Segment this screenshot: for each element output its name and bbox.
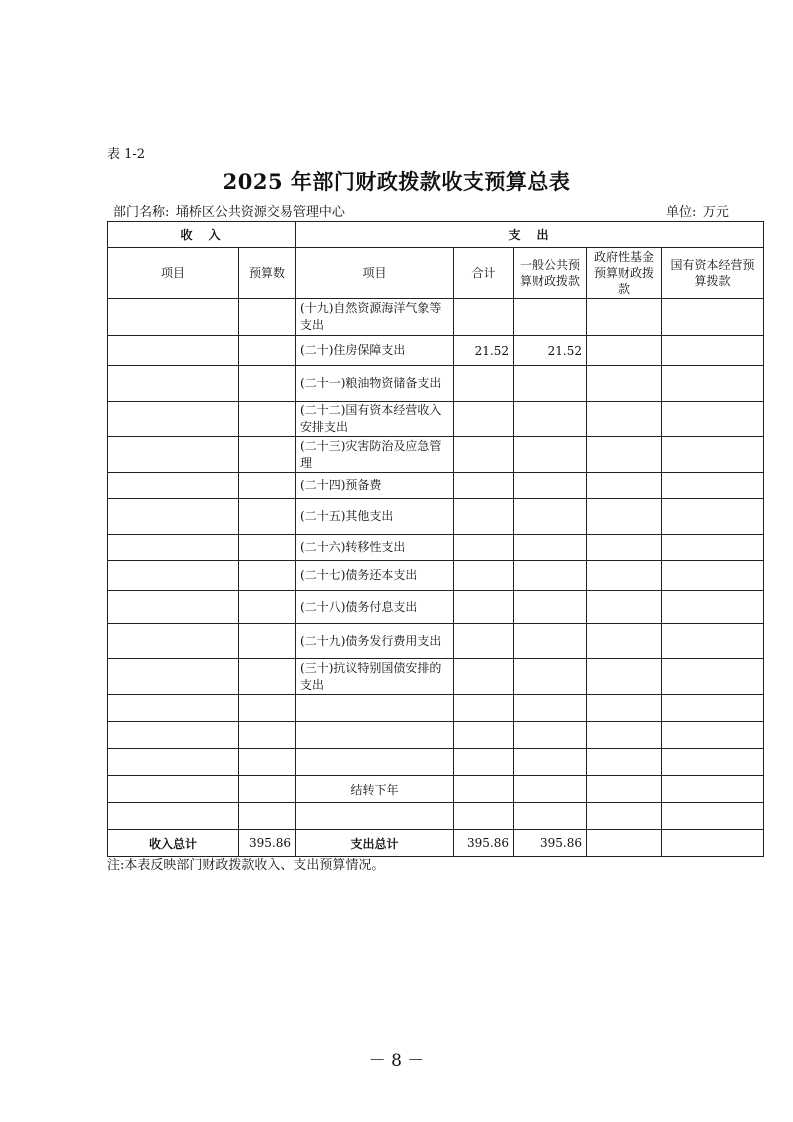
total-cell (454, 803, 514, 830)
total-header: 合计 (454, 248, 514, 299)
total-cell (454, 437, 514, 473)
table-row (108, 659, 764, 695)
expense-item-cell: (二十二)国有资本经营收入安排支出 (296, 402, 454, 437)
table-row (108, 624, 764, 659)
total-sum-value: 395.86 (454, 830, 514, 857)
table-row (108, 473, 764, 499)
total-cell (454, 499, 514, 535)
column-header-row (108, 248, 764, 299)
unit-line (666, 201, 729, 220)
state-capital-header: 国有资本经营预算拨款 (662, 248, 764, 299)
total-cell (454, 561, 514, 591)
total-cell (454, 624, 514, 659)
table-row (108, 499, 764, 535)
total-cell: 21.52 (454, 336, 514, 366)
expense-item-cell: (二十三)灾害防治及应急管理 (296, 437, 454, 473)
expense-item-cell: 结转下年 (296, 776, 454, 803)
expense-item-cell: (二十八)债务付息支出 (296, 591, 454, 624)
expense-item-header: 项目 (296, 248, 454, 299)
department-label: 部门名称: (113, 205, 170, 220)
expense-item-cell: (二十六)转移性支出 (296, 535, 454, 561)
general-public-cell (514, 749, 587, 776)
expense-item-cell: (二十九)债务发行费用支出 (296, 624, 454, 659)
page-number: － 8 － (368, 1051, 425, 1071)
table-row (108, 535, 764, 561)
table-row (108, 561, 764, 591)
table-row (108, 591, 764, 624)
expense-item-cell: (十九)自然资源海洋气象等支出 (296, 299, 454, 336)
general-public-cell (514, 299, 587, 336)
expense-item-cell: (二十七)债务还本支出 (296, 561, 454, 591)
expense-total-label: 支出总计 (296, 830, 454, 857)
table-row (108, 749, 764, 776)
general-public-cell (514, 776, 587, 803)
expense-item-cell: (二十四)预备费 (296, 473, 454, 499)
department-name: 埇桥区公共资源交易管理中心 (175, 205, 345, 220)
total-cell (454, 473, 514, 499)
budget-table (107, 221, 764, 857)
general-public-cell (514, 695, 587, 722)
general-public-cell (514, 402, 587, 437)
total-cell (454, 299, 514, 336)
total-cell (454, 535, 514, 561)
general-public-cell (514, 659, 587, 695)
totals-row (108, 830, 764, 857)
table-row (108, 803, 764, 830)
total-cell (454, 722, 514, 749)
general-public-cell (514, 624, 587, 659)
total-cell (454, 402, 514, 437)
section-header-row (108, 222, 764, 248)
general-public-sum-value: 395.86 (514, 830, 587, 857)
general-public-header: 一般公共预算财政拨款 (514, 248, 587, 299)
table-row (108, 776, 764, 803)
table-row (108, 336, 764, 366)
general-public-cell (514, 561, 587, 591)
general-public-cell (514, 535, 587, 561)
expense-item-cell: (三十)抗议特别国债安排的支出 (296, 659, 454, 695)
table-label: 表 1-2 (107, 147, 146, 162)
total-cell (454, 695, 514, 722)
document-title: 2025 年部门财政拨款收支预算总表 (222, 169, 571, 194)
general-public-cell: 21.52 (514, 336, 587, 366)
expense-item-cell: (二十)住房保障支出 (296, 336, 454, 366)
department-line (113, 201, 345, 220)
expense-item-cell (296, 803, 454, 830)
expense-item-cell (296, 722, 454, 749)
table-row (108, 402, 764, 437)
general-public-cell (514, 722, 587, 749)
general-public-cell (514, 473, 587, 499)
section-income-header: 收 入 (108, 222, 296, 248)
expense-item-cell (296, 695, 454, 722)
footnote: 注:本表反映部门财政拨款收入、支出预算情况。 (107, 858, 385, 873)
general-public-cell (514, 803, 587, 830)
expense-item-cell: (二十一)粮油物资储备支出 (296, 366, 454, 402)
income-budget-header: 预算数 (239, 248, 296, 299)
table-row (108, 695, 764, 722)
section-expense-header: 支 出 (296, 222, 764, 248)
general-public-cell (514, 437, 587, 473)
income-total-label: 收入总计 (108, 830, 239, 857)
total-cell (454, 776, 514, 803)
total-cell (454, 749, 514, 776)
gov-fund-header: 政府性基金预算财政拨款 (587, 248, 662, 299)
expense-item-cell: (二十五)其他支出 (296, 499, 454, 535)
table-row (108, 366, 764, 402)
general-public-cell (514, 499, 587, 535)
general-public-cell (514, 366, 587, 402)
income-item-header: 项目 (108, 248, 239, 299)
unit-value: 万元 (702, 205, 729, 220)
total-cell (454, 366, 514, 402)
expense-item-cell (296, 749, 454, 776)
unit-label: 单位: (666, 205, 697, 220)
general-public-cell (514, 591, 587, 624)
total-cell (454, 659, 514, 695)
total-cell (454, 591, 514, 624)
table-row (108, 722, 764, 749)
table-row (108, 299, 764, 336)
income-total-value: 395.86 (239, 830, 296, 857)
table-row (108, 437, 764, 473)
